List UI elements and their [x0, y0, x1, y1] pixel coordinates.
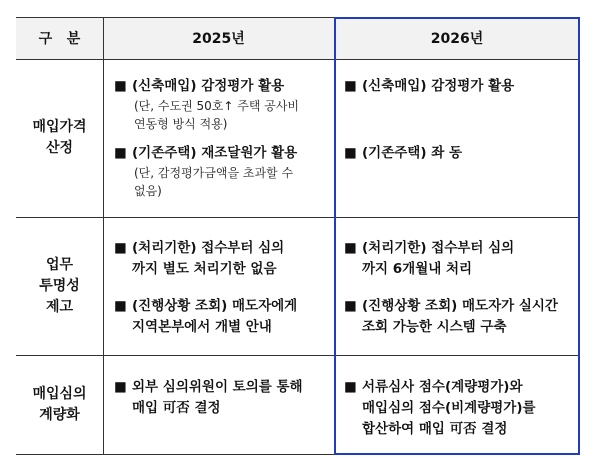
quantification-2026 [344, 377, 576, 440]
quantification-2025-text: 외부 심의위원이 토의를 통해 매입 可否 결정 [132, 379, 303, 416]
bullet-icon: ■ [344, 145, 357, 161]
bullet-icon: ■ [114, 145, 127, 161]
bullet-icon: ■ [344, 240, 357, 256]
price-2025-existing-text: (기존주택) 재조달원가 활용 [132, 145, 298, 161]
bullet-icon: ■ [114, 379, 127, 395]
header-category-text: 구 분 [38, 31, 81, 47]
header-category [16, 17, 103, 59]
transparency-2025-status-text: (진행상황 조회) 매도자에게 지역본부에서 개별 안내 [132, 298, 298, 335]
price-2025-new-build-text: (신축매입) 감정평가 활용 [132, 78, 285, 94]
price-2026-new-build-text: (신축매입) 감정평가 활용 [362, 78, 515, 94]
bullet-icon: ■ [344, 78, 357, 94]
transparency-2025-deadline [114, 238, 332, 280]
transparency-2025-status [114, 296, 332, 338]
header-2025: 2025년 [103, 17, 334, 59]
bullet-icon: ■ [344, 298, 357, 314]
bullet-icon: ■ [344, 379, 357, 395]
bullet-icon: ■ [114, 298, 127, 314]
row-label-quantification: 매입심의 계량화 [32, 386, 87, 423]
price-2025-new-build [114, 76, 332, 97]
transparency-2026-deadline [344, 238, 576, 280]
transparency-2026-status [344, 296, 576, 338]
row-label-transparency: 업무 투명성 제고 [39, 256, 80, 315]
comparison-table [16, 17, 580, 455]
price-2026-new-build [344, 76, 574, 97]
grid-col1 [103, 17, 104, 455]
transparency-2026-status-text: (진행상황 조회) 매도자가 실시간 조회 가능한 시스템 구축 [362, 298, 558, 335]
transparency-2025-deadline-text: (처리기한) 접수부터 심의 까지 별도 처리기한 없음 [132, 240, 285, 277]
price-2025-existing-note: (단, 감정평가금액을 초과할 수 없음) [134, 166, 294, 198]
row-label-price: 매입가격 산정 [32, 119, 87, 156]
quantification-2025 [114, 377, 332, 419]
quantification-2026-text: 서류심사 점수(계량평가)와 매입심의 점수(비계량평가)를 합산하여 매입 可否 결정 [362, 379, 536, 437]
price-2026-existing [344, 143, 574, 164]
transparency-2026-deadline-text: (처리기한) 접수부터 심의 까지 6개월내 처리 [362, 240, 515, 277]
bullet-icon: ■ [114, 240, 127, 256]
bullet-icon: ■ [114, 78, 127, 94]
header-2026: 2026년 [334, 17, 580, 59]
price-2025-existing [114, 143, 332, 164]
price-2025-new-build-note: (단, 수도권 50호↑ 주택 공사비 연동형 방식 적용) [134, 99, 299, 131]
price-2026-existing-text: (기존주택) 좌 동 [362, 145, 462, 161]
